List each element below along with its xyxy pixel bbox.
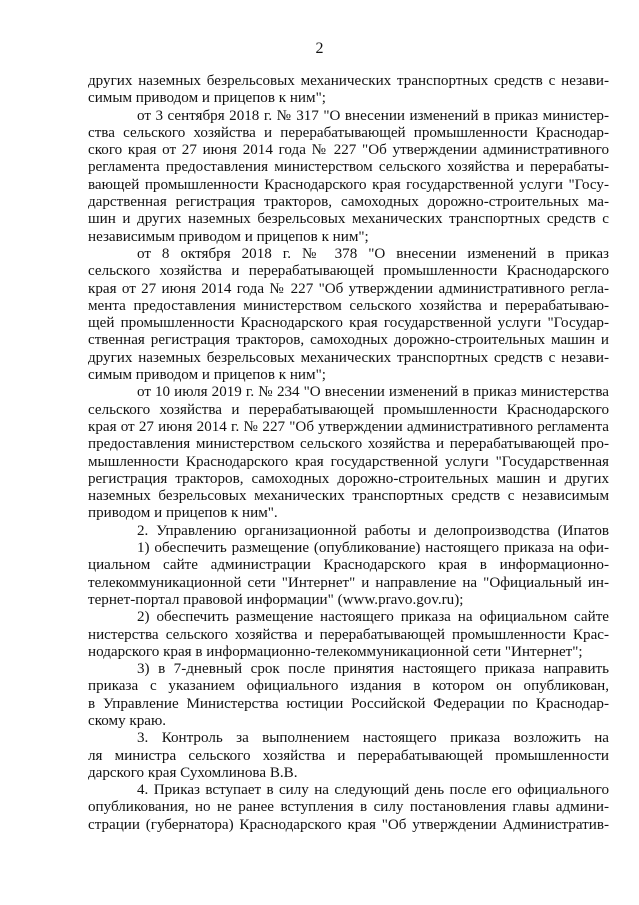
text-line: ственная регистрация тракторов, самоходных дорожно-строительных машин и	[88, 332, 609, 349]
text-line: дарского края Сухомлинова В.В.	[88, 764, 298, 781]
text-line: в Управление Министерства юстиции Российской Федерации по Краснодар-	[88, 695, 609, 712]
text-line: 2) обеспечить размещение настоящего приказа на официальном сайте	[137, 609, 609, 626]
text-line: от 10 июля 2019 г. № 234 "О внесении изменений в приказ министерства	[137, 384, 609, 401]
text-line: щей промышленности Краснодарского края государственной услуги "Государ-	[88, 315, 609, 332]
text-line: 1) обеспечить размещение (опубликование) настоящего приказа на офи-	[137, 540, 609, 557]
text-line: циальном сайте администрации Краснодарского края в информационно-	[88, 557, 609, 574]
text-line: края от 27 июня 2014 г. № 227 "Об утверждении административного регламента	[88, 418, 609, 435]
text-line: регламента предоставления министерством сельского хозяйства и перерабаты-	[88, 159, 609, 176]
text-line: симым приводом и прицепов к ним";	[88, 90, 326, 107]
text-line: других наземных безрельсовых механических транспортных средств с незави-	[88, 73, 609, 89]
text-line: тернет-портал правовой информации" (www.pravo.gov.ru);	[88, 591, 464, 608]
text-line: мышленности Краснодарского края государственной услуги "Государственная	[88, 453, 609, 470]
text-line: скому краю.	[88, 712, 167, 729]
text-line: шин и других наземных безрельсовых механических транспортных средств с	[88, 211, 609, 228]
text-line: от 8 октября 2018 г. № 378 "О внесении изменений в приказ	[137, 245, 609, 262]
text-line: регистрация тракторов, самоходных дорожно-строительных машин и других	[88, 470, 609, 487]
text-line: сельского хозяйства и перерабатывающей промышленности Краснодарского	[88, 263, 609, 280]
text-line: 3) в 7-дневный срок после принятия настоящего приказа направить	[137, 661, 609, 678]
text-line: страции (губернатора) Краснодарского края "Об утверждении Административ-	[88, 816, 609, 833]
text-line: нистерства сельского хозяйства и перерабатывающей промышленности Крас-	[88, 626, 609, 643]
document-body	[88, 73, 609, 834]
text-line: симым приводом и прицепов к ним";	[88, 367, 326, 384]
text-line: края от 27 июня 2014 года № 227 "Об утверждении административного регла-	[88, 280, 609, 297]
text-line: дарственная регистрация тракторов, самоходных дорожно-строительных ма-	[88, 194, 609, 211]
text-line: приводом и прицепов к ним".	[88, 505, 278, 522]
text-line: приказа с указанием официального издания в котором он опубликован,	[88, 678, 609, 695]
text-line: опубликования, но не ранее вступления в силу постановления главы админи-	[88, 799, 609, 816]
text-line: сельского хозяйства и перерабатывающей промышленности Краснодарского	[88, 401, 609, 418]
text-line: ского края от 27 июня 2014 года № 227 "Об утверждении административного	[88, 142, 609, 159]
text-line: телекоммуникационной сети "Интернет" и направление на "Официальный ин-	[88, 574, 609, 591]
text-line: предоставления министерством сельского хозяйства и перерабатывающей про-	[88, 436, 609, 453]
text-line: ля министра сельского хозяйства и перерабатывающей промышленности	[88, 747, 609, 764]
text-line: вающей промышленности Краснодарского края государственной услуги "Госу-	[88, 176, 609, 193]
text-line: других наземных безрельсовых механических транспортных средств с незави-	[88, 349, 609, 366]
text-line: 4. Приказ вступает в силу на следующий день после его официального	[137, 782, 609, 799]
text-line: 2. Управлению организационной работы и делопроизводства (Ипатов	[137, 522, 609, 539]
text-line: наземных безрельсовых механических транспортных средств с независимым	[88, 488, 609, 505]
text-line: ства сельского хозяйства и перерабатывающей промышленности Краснодар-	[88, 124, 609, 141]
text-line: независимым приводом и прицепов к ним";	[88, 228, 369, 245]
page-number: 2	[315, 40, 324, 57]
text-line: нодарского края в информационно-телекоммуникационной сети "Интернет";	[88, 643, 583, 660]
text-line: мента предоставления министерством сельского хозяйства и перерабатываю-	[88, 297, 609, 314]
text-line: от 3 сентября 2018 г. № 317 "О внесении изменений в приказ министер-	[137, 107, 609, 124]
text-line: 3. Контроль за выполнением настоящего приказа возложить на	[137, 730, 609, 747]
